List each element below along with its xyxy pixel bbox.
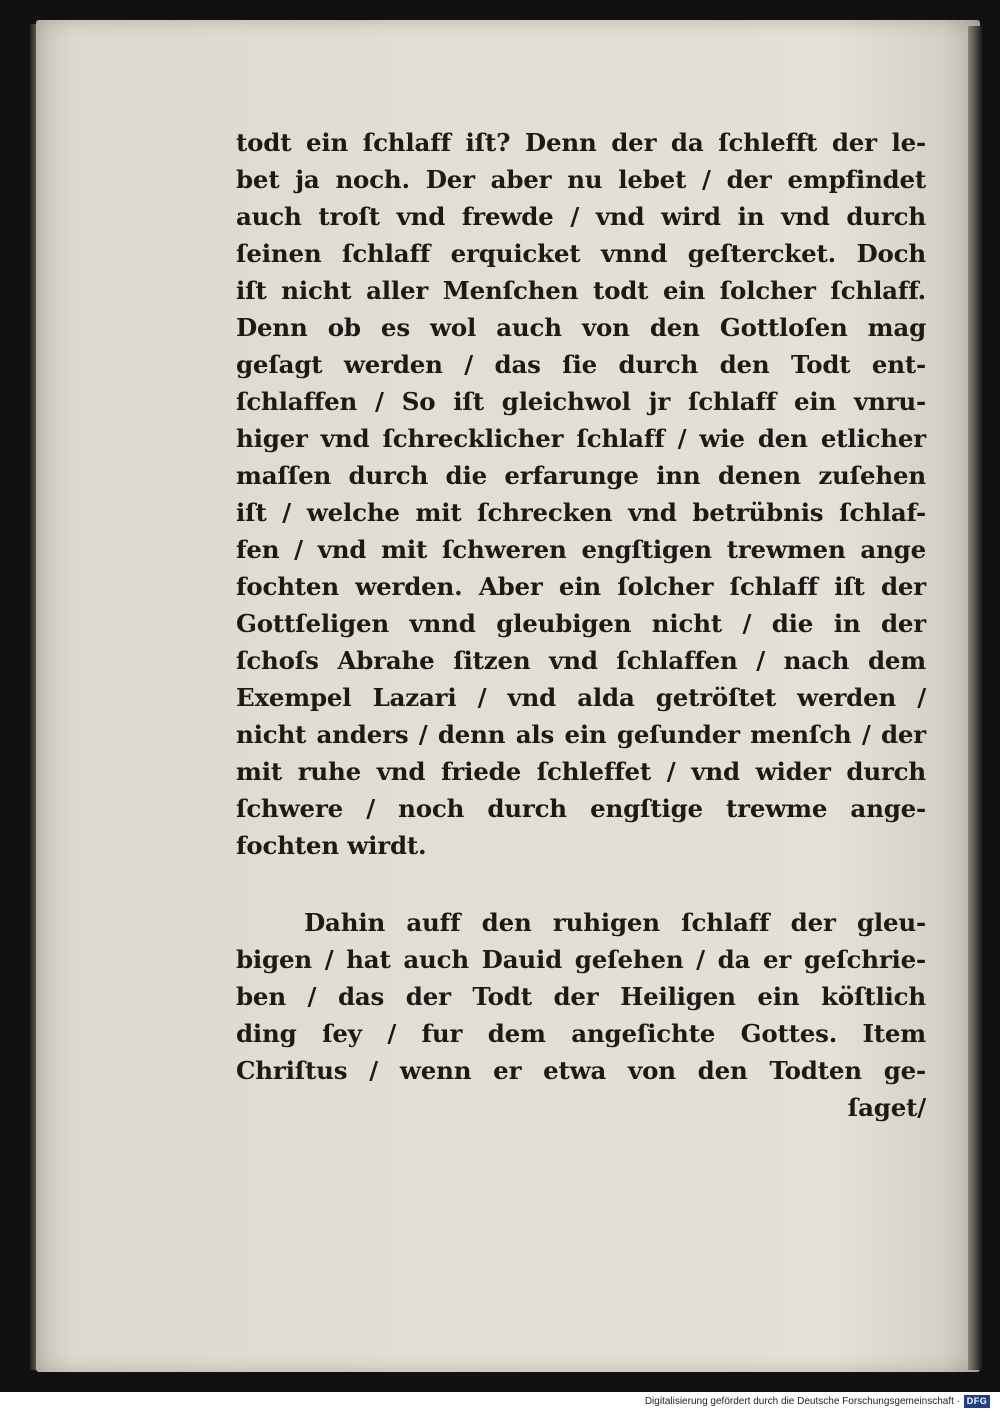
text-line: bigen / hat auch Dauid geſehen / da er geſchrie- — [236, 945, 926, 974]
text-line: auch troſt vnd frewde / vnd wird in vnd durch — [236, 202, 926, 231]
text-line: nicht anders / denn als ein geſunder menſch / der — [236, 720, 926, 749]
page-right-edge — [968, 26, 982, 1370]
text-line: todt ein ſchlaff iſt? Denn der da ſchlefft der le- — [236, 128, 926, 157]
digitization-footer — [0, 1392, 1000, 1412]
text-line: geſagt werden / das ſie durch den Todt ent- — [236, 350, 926, 379]
dfg-logo-icon: DFG — [964, 1395, 990, 1408]
text-line: iſt / welche mit ſchrecken vnd betrübnis ſchlaf- — [236, 498, 926, 527]
text-line: Denn ob es wol auch von den Gottloſen mag — [236, 313, 926, 342]
text-line: fochten wirdt. — [236, 831, 427, 860]
text-line: ſeinen ſchlaff erquicket vnnd geſtercket. Doch — [236, 239, 926, 268]
text-line: maſſen durch die erfarunge inn denen zuſehen — [236, 461, 926, 490]
text-line: iſt nicht aller Menſchen todt ein ſolcher ſchlaff. — [236, 276, 926, 305]
text-line: ding ſey / fur dem angeſichte Gottes. Item — [236, 1019, 926, 1048]
paragraph-gap — [236, 864, 926, 904]
text-line: Dahin auff den ruhigen ſchlaff der gleu- — [304, 908, 926, 937]
text-line: Exempel Lazari / vnd alda getröſtet werden / — [236, 683, 926, 712]
text-line: ben / das der Todt der Heiligen ein köſtlich — [236, 982, 926, 1011]
text-line: fen / vnd mit ſchweren engſtigen trewmen ange — [236, 535, 926, 564]
text-line: ſchlaffen / So iſt gleichwol jr ſchlaff ein vnru- — [236, 387, 926, 416]
catchword: ſaget/ — [847, 1093, 926, 1122]
text-line: bet ja noch. Der aber nu lebet / der empfindet — [236, 165, 926, 194]
text-line: Gottſeligen vnnd gleubigen nicht / die in der — [236, 609, 926, 638]
text-line: higer vnd ſchrecklicher ſchlaff / wie den etlicher — [236, 424, 926, 453]
text-line: mit ruhe vnd friede ſchleffet / vnd wider durch — [236, 757, 926, 786]
funding-credit: Digitalisierung gefördert durch die Deutsche Forschungsgemeinschaft · — [644, 1396, 960, 1407]
text-line: ſchoſs Abrahe ſitzen vnd ſchlaffen / nach dem — [236, 646, 926, 675]
page-text-block — [236, 124, 926, 1126]
text-line: ſchwere / noch durch engſtige trewme ange- — [236, 794, 926, 823]
text-line: fochten werden. Aber ein ſolcher ſchlaff iſt der — [236, 572, 926, 601]
text-line: Chriſtus / wenn er etwa von den Todten ge- — [236, 1056, 926, 1085]
